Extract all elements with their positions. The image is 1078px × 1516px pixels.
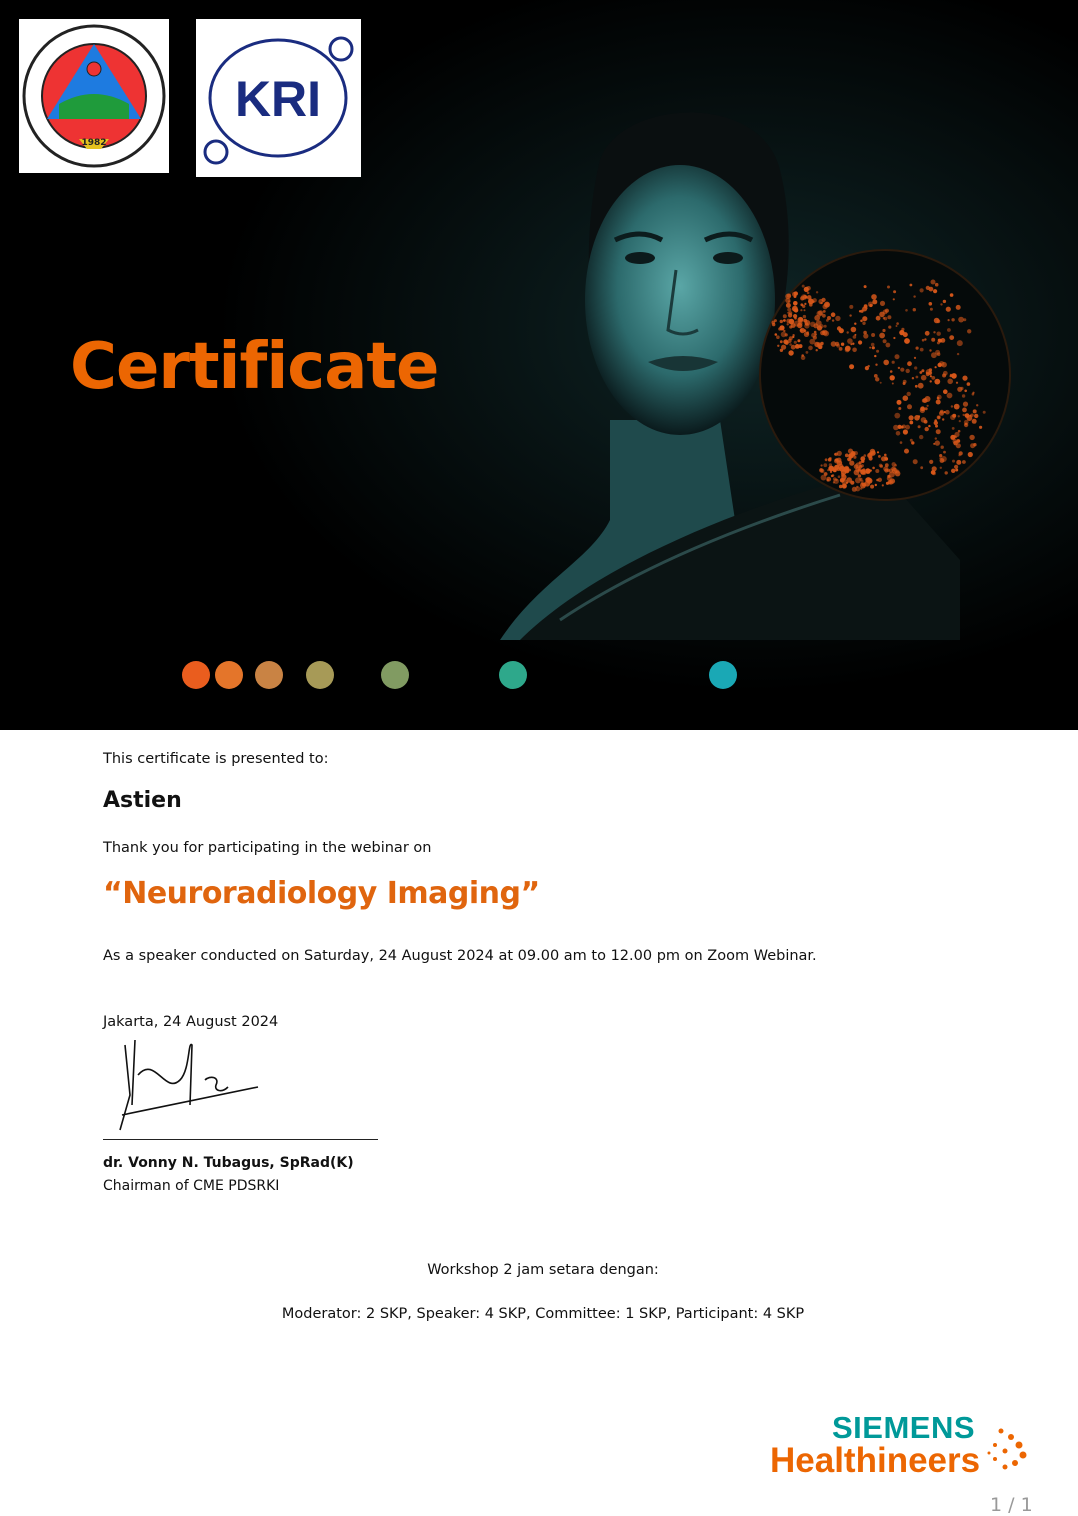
skp-credits: Moderator: 2 SKP, Speaker: 4 SKP, Committee: 1 SKP, Participant: 4 SKP bbox=[281, 1306, 805, 1322]
kri-logo-text: KRI bbox=[234, 71, 322, 127]
certificate-heading: Certificate bbox=[70, 330, 439, 404]
decorative-dot bbox=[499, 661, 527, 689]
decorative-dot bbox=[182, 661, 210, 689]
decorative-dot bbox=[255, 661, 283, 689]
signature-line bbox=[103, 1139, 378, 1140]
siemens-wordmark: SIEMENS bbox=[832, 1410, 976, 1445]
healthineers-dots-icon bbox=[985, 1425, 1030, 1475]
event-details: As a speaker conducted on Saturday, 24 August 2024 at 09.00 am to 12.00 pm on Zoom Webinar. bbox=[103, 948, 817, 964]
thanks-text: Thank you for participating in the webinar on bbox=[103, 840, 432, 856]
workshop-credit-text: Workshop 2 jam setara dengan: bbox=[427, 1262, 659, 1278]
signatory-name: dr. Vonny N. Tubagus, SpRad(K) bbox=[103, 1155, 354, 1171]
signatory-role: Chairman of CME PDSRKI bbox=[103, 1178, 280, 1194]
place-date: Jakarta, 24 August 2024 bbox=[103, 1014, 279, 1030]
page-indicator: 1 / 1 bbox=[990, 1494, 1033, 1516]
healthineers-wordmark: Healthineers bbox=[770, 1441, 981, 1480]
kri-logo bbox=[196, 19, 361, 177]
recipient-name: Astien bbox=[103, 788, 182, 813]
logo-year: 1982 bbox=[81, 138, 107, 148]
decorative-dot bbox=[306, 661, 334, 689]
decorative-dot bbox=[215, 661, 243, 689]
decorative-dot bbox=[381, 661, 409, 689]
presented-to-label: This certificate is presented to: bbox=[103, 751, 329, 767]
handwritten-signature bbox=[110, 1035, 270, 1135]
certificate-banner bbox=[0, 0, 1078, 730]
pdsrki-logo bbox=[19, 19, 169, 173]
webinar-title: “Neuroradiology Imaging” bbox=[103, 876, 540, 911]
decorative-dot bbox=[709, 661, 737, 689]
